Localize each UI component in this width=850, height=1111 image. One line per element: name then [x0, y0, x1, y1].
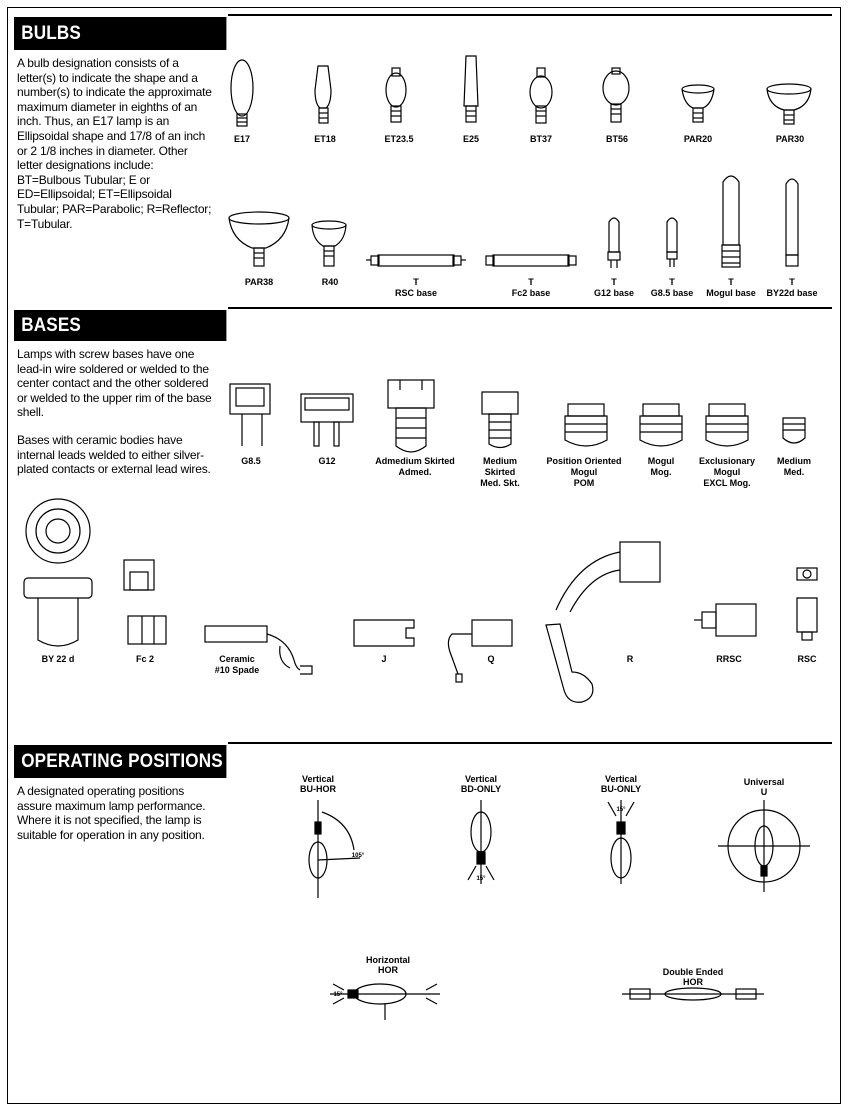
- base-pom-icon: [565, 404, 607, 446]
- operating-section-title: OPERATING POSITIONS: [14, 745, 226, 778]
- base-label-medium: Medium Med.: [776, 456, 812, 477]
- bulb-label-et23: ET23.5: [384, 134, 414, 144]
- bulb-label-t-by22d: T BY22d base: [766, 277, 818, 298]
- bulbs-description: A bulb designation consists of a letter(s) to indicate the shape and a number(s) to indicate the approximate maximum diameter in eighths of an inch. Thus, an E17 lamp is an Ellipsoidal shape and 17/8 of an inch or 2 1/8 inches in diameter. Other letter designations include: BT=Bulbous Tubular; E or ED=Ellipsoidal; ET=Ellipsoidal Tubular; PAR=Parabolic; R=Reflector; T=Tubular.: [17, 56, 212, 231]
- base-by22d-icon: [24, 499, 92, 646]
- bulbs-section-title: BULBS: [14, 17, 226, 50]
- position-angle-bu-only: 15°: [616, 807, 626, 813]
- base-fc2-icon: [124, 560, 166, 644]
- base-excl-mogul-icon: [706, 404, 748, 446]
- bulb-label-t-g85: T G8.5 base: [650, 277, 694, 298]
- base-medium-skirted-icon: [482, 392, 518, 448]
- position-angle-bd-only: 15°: [476, 876, 486, 882]
- position-angle-horizontal: 15°: [333, 992, 343, 998]
- bulb-par20-icon: [682, 85, 714, 122]
- bulb-et18-icon: [315, 66, 331, 123]
- bases-description-2: Bases with ceramic bodies have internal leads welded to either silver-plated contacts or external lead wires.: [17, 433, 211, 477]
- bulb-e17-icon: [231, 60, 253, 126]
- position-label-universal: Universal U: [743, 777, 785, 797]
- base-label-admedium: Admedium Skirted Admed.: [375, 456, 455, 477]
- bulb-par30-icon: [767, 84, 811, 124]
- bulb-t-g85-icon: [667, 218, 677, 267]
- position-label-horizontal: Horizontal HOR: [366, 955, 410, 975]
- base-label-pom: Position Oriented Mogul POM: [546, 456, 622, 488]
- position-bd-only-icon: [468, 800, 494, 884]
- base-label-j: J: [381, 654, 387, 664]
- base-label-rsc: RSC: [797, 654, 817, 664]
- base-label-ceramic: Ceramic #10 Spade: [214, 654, 260, 675]
- base-label-excl-mogul: Exclusionary Mogul EXCL Mog.: [698, 456, 756, 488]
- position-label-double-ended: Double Ended HOR: [662, 967, 724, 987]
- bulb-r40-icon: [312, 221, 346, 266]
- base-g12-icon: [301, 394, 353, 446]
- base-label-rrsc: RRSC: [716, 654, 742, 664]
- base-label-by22d: BY 22 d: [41, 654, 75, 664]
- bulb-et23-icon: [386, 68, 406, 122]
- base-label-fc2: Fc 2: [135, 654, 155, 664]
- bulb-label-t-rsc: T RSC base: [394, 277, 438, 298]
- base-admedium-icon: [388, 380, 434, 452]
- bulb-label-t-fc2: T Fc2 base: [511, 277, 551, 298]
- base-label-q: Q: [487, 654, 495, 664]
- bulb-t-rsc-icon: [366, 255, 466, 266]
- bulb-label-e17: E17: [233, 134, 251, 144]
- bulb-t-mogul-icon: [722, 176, 740, 267]
- base-label-g12: G12: [318, 456, 336, 466]
- base-label-medium-skirted: Medium Skirted Med. Skt.: [480, 456, 520, 488]
- position-horizontal-icon: [330, 984, 440, 1020]
- base-r-icon: [546, 542, 660, 702]
- base-label-r: R: [626, 654, 634, 664]
- base-label-mogul: Mogul Mog.: [647, 456, 675, 477]
- bulb-label-t-g12: T G12 base: [593, 277, 635, 298]
- position-label-bu-hor: Vertical BU-HOR: [300, 774, 336, 794]
- operating-description: A designated operating positions assure maximum lamp performance. Where it is not specified, the lamp is suitable for operation in any position.: [17, 784, 206, 842]
- base-medium-icon: [783, 418, 805, 443]
- bulb-label-par38: PAR38: [244, 277, 274, 287]
- position-angle-bu-hor: 105°: [351, 853, 365, 859]
- base-mogul-icon: [640, 404, 682, 446]
- bulb-t-by22d-icon: [786, 179, 798, 266]
- bulb-bt56-icon: [603, 68, 629, 122]
- position-label-bd-only: Vertical BD-ONLY: [460, 774, 502, 794]
- position-label-bu-only: Vertical BU-ONLY: [600, 774, 642, 794]
- base-label-g85: G8.5: [241, 456, 261, 466]
- position-double-ended-icon: [622, 988, 764, 1000]
- bulb-par38-icon: [229, 212, 289, 266]
- bulb-label-r40: R40: [321, 277, 339, 287]
- bulb-label-e25: E25: [462, 134, 480, 144]
- bases-description-1: Lamps with screw bases have one lead-in wire soldered or welded to the center contact and the other soldered or welded to the upper rim of the base shell.: [17, 347, 212, 420]
- bases-section-title: BASES: [14, 310, 226, 341]
- position-bu-hor-icon: [309, 800, 360, 898]
- bulb-label-bt56: BT56: [605, 134, 629, 144]
- bulb-bt37-icon: [530, 68, 552, 123]
- bulb-label-t-mogul: T Mogul base: [706, 277, 756, 298]
- bulb-label-et18: ET18: [314, 134, 336, 144]
- bulb-label-bt37: BT37: [529, 134, 553, 144]
- base-q-icon: [448, 620, 512, 682]
- bulb-t-fc2-icon: [486, 255, 576, 266]
- bulb-e25-icon: [464, 56, 478, 122]
- base-rrsc-icon: [694, 604, 756, 636]
- bulb-label-par20: PAR20: [683, 134, 713, 144]
- base-rsc-icon: [797, 568, 817, 640]
- position-universal-icon: [718, 800, 810, 892]
- base-g85-icon: [230, 384, 270, 446]
- base-j-icon: [354, 620, 414, 646]
- bulb-t-g12-icon: [608, 218, 620, 268]
- bulb-label-par30: PAR30: [775, 134, 805, 144]
